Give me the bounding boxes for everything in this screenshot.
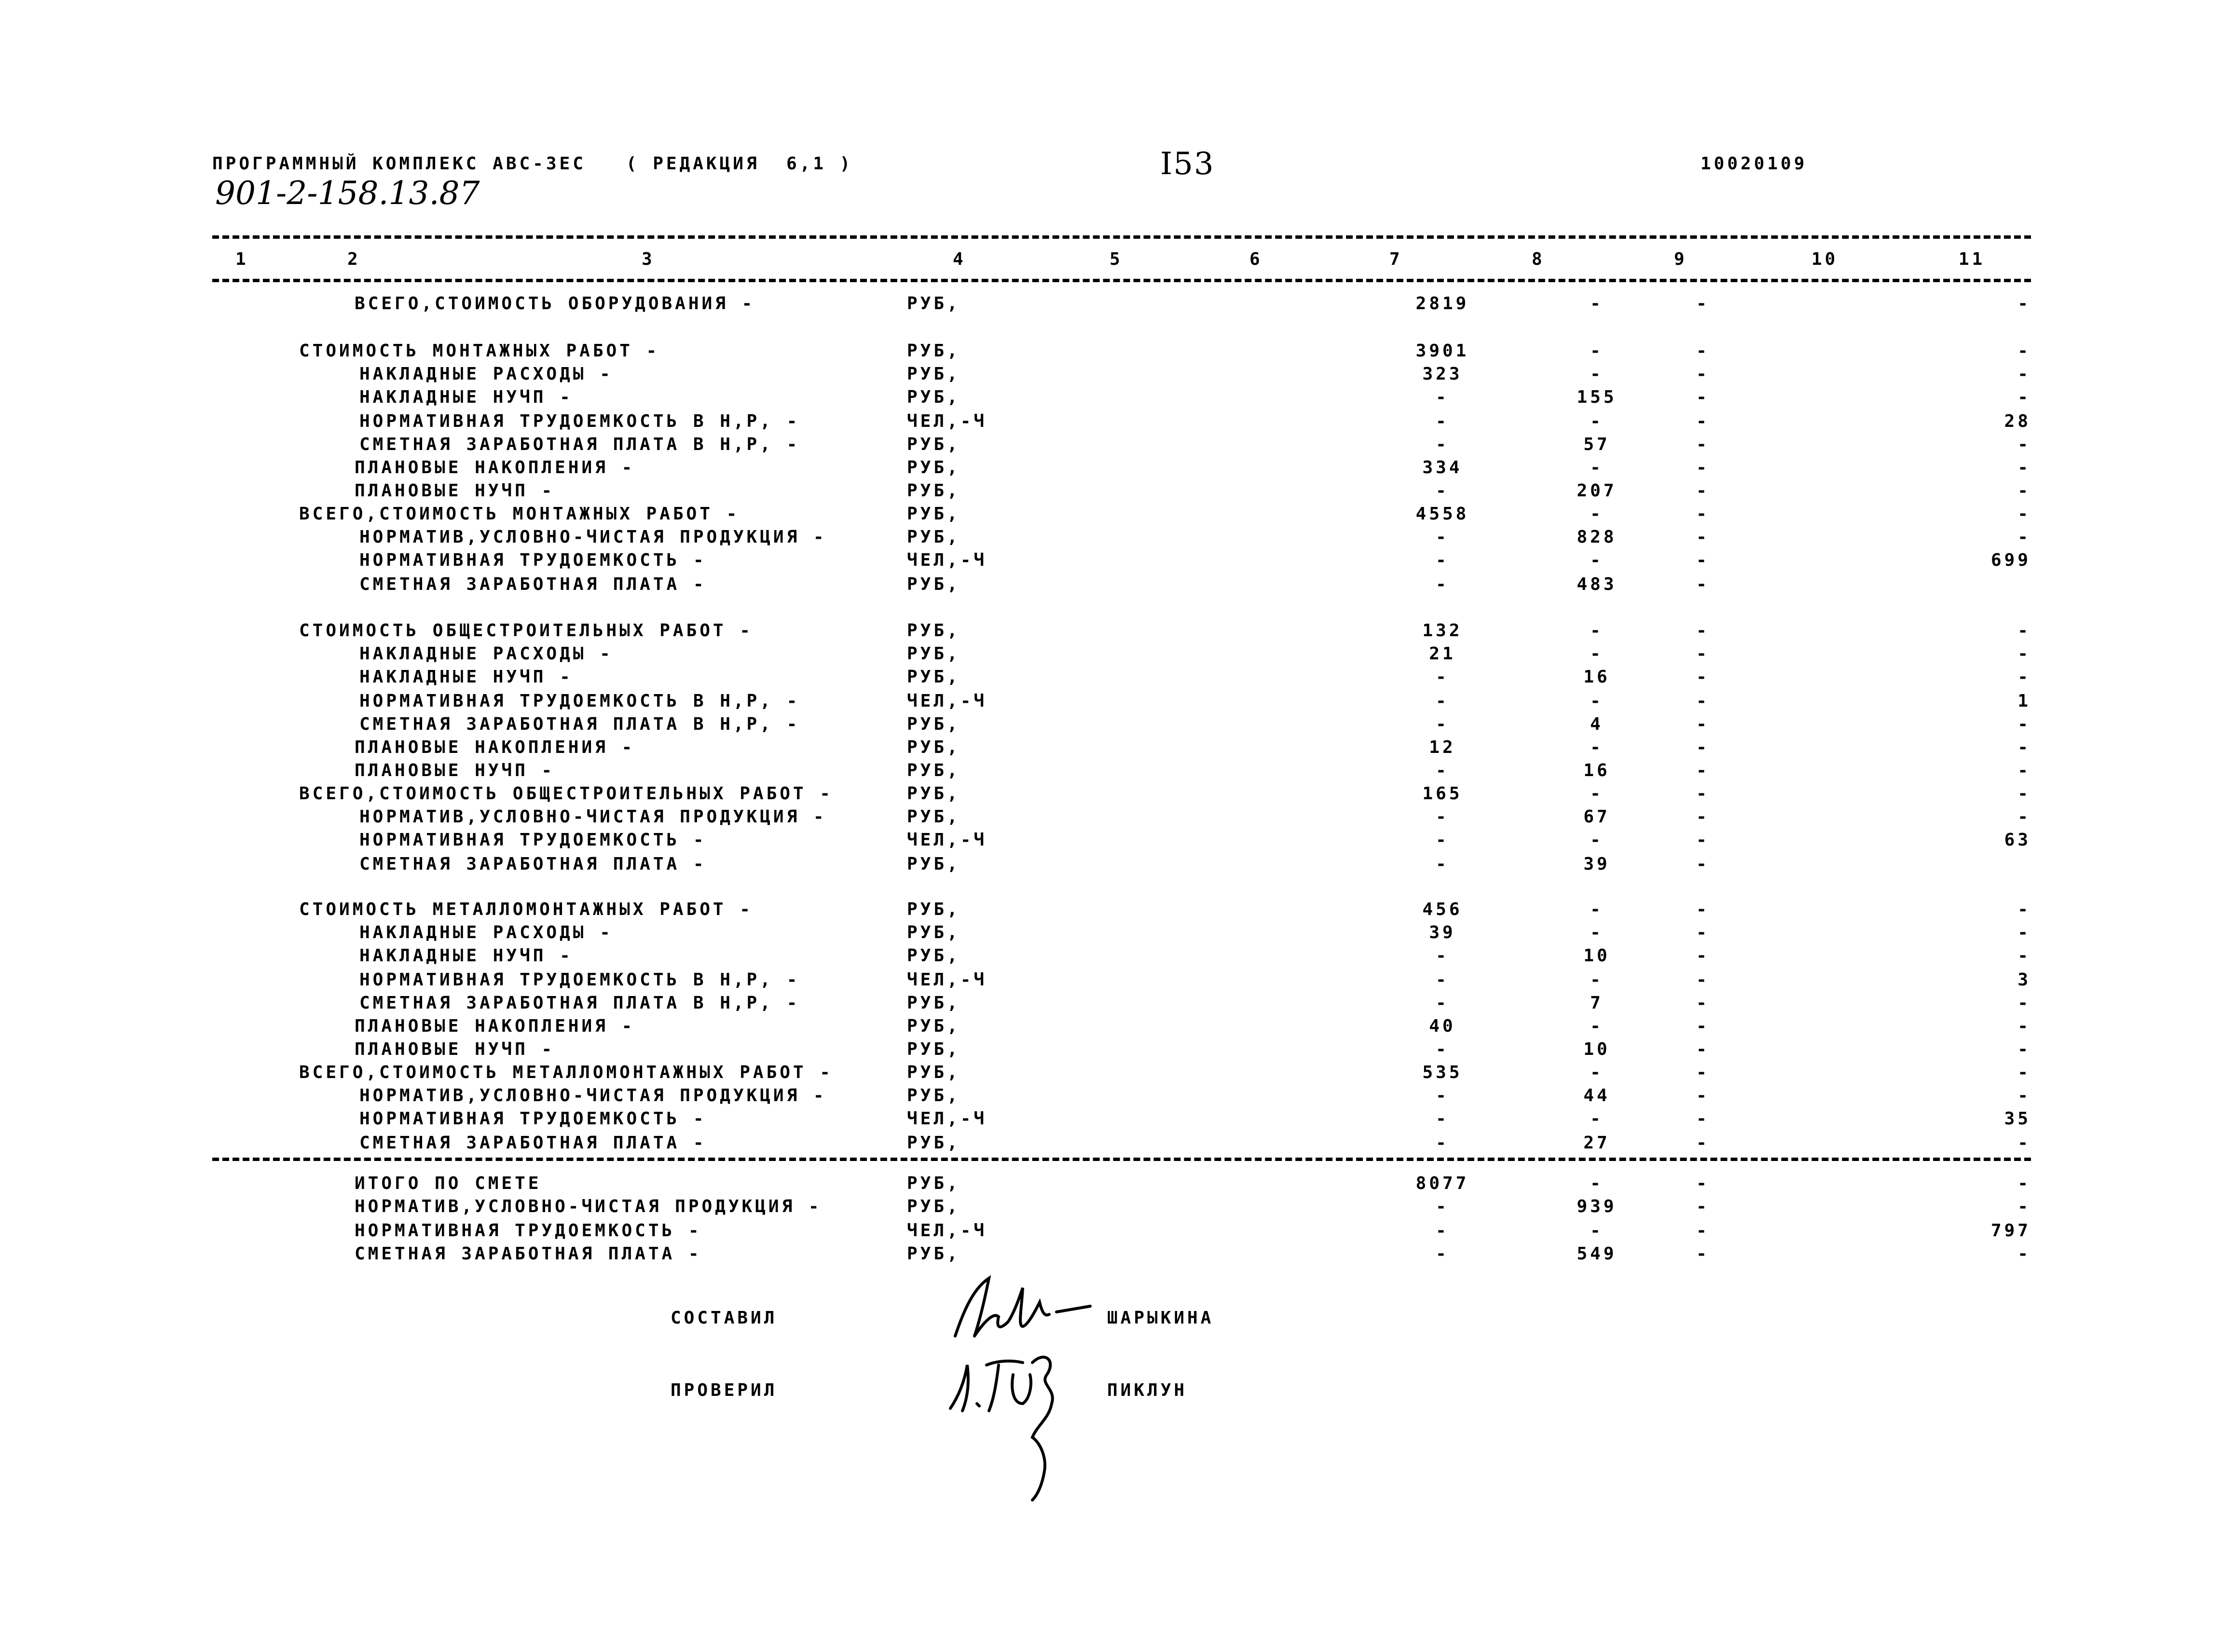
row-col-9: - (1696, 1016, 1710, 1036)
row-col-8: 57 (1583, 435, 1610, 454)
row-col-8: 10 (1583, 946, 1610, 966)
table-row (0, 1222, 2222, 1243)
table-row (0, 924, 2222, 945)
row-col-8: 10 (1583, 1039, 1610, 1059)
row-unit: РУБ, (907, 1244, 960, 1264)
row-name: СТОИМОСТЬ МОНТАЖНЫХ РАБОТ - (299, 341, 660, 361)
table-row (0, 1134, 2222, 1156)
row-col-8: 483 (1577, 574, 1617, 594)
row-unit: РУБ, (907, 1039, 960, 1059)
row-unit: РУБ, (907, 574, 960, 594)
row-col-9: - (1696, 1174, 1710, 1193)
row-unit: РУБ, (907, 1086, 960, 1106)
table-row (0, 413, 2222, 434)
row-unit: РУБ, (907, 807, 960, 827)
row-col-7: 3901 (1415, 341, 1469, 361)
row-unit: РУБ, (907, 854, 960, 874)
row-name: ПЛАНОВЫЕ НАКОПЛЕНИЯ - (355, 737, 635, 757)
row-col-9: - (1696, 458, 1710, 478)
row-col-8: - (1590, 923, 1604, 942)
row-name: ВСЕГО,СТОИМОСТЬ ОБЩЕСТРОИТЕЛЬНЫХ РАБОТ - (299, 784, 833, 804)
row-unit: РУБ, (907, 504, 960, 524)
column-header: 1 (235, 249, 249, 269)
row-col-7: - (1436, 1133, 1449, 1153)
table-row (0, 1041, 2222, 1062)
table-row (0, 785, 2222, 806)
table-row (0, 762, 2222, 783)
row-name: ВСЕГО,СТОИМОСТЬ МОНТАЖНЫХ РАБОТ - (299, 504, 740, 524)
row-col-11: - (2017, 900, 2031, 919)
row-col-9: - (1696, 993, 1710, 1013)
row-col-7: - (1436, 1086, 1449, 1106)
row-unit: РУБ, (907, 1016, 960, 1036)
program-header: ПРОГРАММНЫЙ КОМПЛЕКС АВС-3ЕС ( РЕДАКЦИЯ 6,1 ) (212, 154, 853, 174)
row-col-7: 535 (1422, 1063, 1463, 1082)
table-row (0, 389, 2222, 410)
row-col-9: - (1696, 574, 1710, 594)
row-unit: РУБ, (907, 714, 960, 734)
table-row (0, 901, 2222, 922)
table-row (0, 1064, 2222, 1085)
row-col-11: - (2017, 435, 2031, 454)
row-col-7: - (1436, 1244, 1449, 1264)
row-col-8: - (1590, 644, 1604, 664)
row-col-8: - (1590, 1109, 1604, 1129)
table-row (0, 552, 2222, 573)
row-col-7: 12 (1429, 737, 1456, 757)
row-col-7: - (1436, 807, 1449, 827)
row-col-7: - (1436, 993, 1449, 1013)
row-col-7: 2819 (1415, 294, 1469, 314)
table-row (0, 832, 2222, 853)
row-name: НАКЛАДНЫЕ НУЧП - (359, 667, 573, 687)
row-unit: РУБ, (907, 993, 960, 1013)
row-col-7: - (1436, 550, 1449, 570)
row-col-8: - (1590, 830, 1604, 850)
row-name: НОРМАТИВ,УСЛОВНО-ЧИСТАЯ ПРОДУКЦИЯ - (359, 1086, 827, 1106)
row-unit: РУБ, (907, 387, 960, 407)
row-col-9: - (1696, 527, 1710, 547)
row-unit: РУБ, (907, 667, 960, 687)
row-col-11: - (2017, 1174, 2031, 1193)
row-col-9: - (1696, 644, 1710, 664)
row-col-11: - (2017, 1197, 2031, 1216)
row-col-7: - (1436, 574, 1449, 594)
row-col-8: 7 (1590, 993, 1604, 1013)
table-row (0, 669, 2222, 690)
row-unit: ЧЕЛ,-Ч (907, 550, 988, 570)
table-row (0, 1198, 2222, 1219)
row-unit: РУБ, (907, 923, 960, 942)
table-row (0, 342, 2222, 364)
row-col-8: 16 (1583, 761, 1610, 780)
row-col-9: - (1696, 923, 1710, 942)
row-col-8: - (1590, 294, 1604, 314)
row-col-11: - (2017, 1063, 2031, 1082)
row-col-9: - (1696, 761, 1710, 780)
column-header: 3 (642, 249, 655, 269)
row-col-11: - (2017, 737, 2031, 757)
row-col-11: 699 (1990, 550, 2031, 570)
row-unit: РУБ, (907, 784, 960, 804)
row-col-9: - (1696, 1197, 1710, 1216)
row-col-9: - (1696, 294, 1710, 314)
row-unit: РУБ, (907, 1197, 960, 1216)
table-row (0, 529, 2222, 550)
row-col-11: - (2017, 667, 2031, 687)
row-name: НОРМАТИВНАЯ ТРУДОЕМКОСТЬ В Н,Р, - (359, 411, 800, 431)
row-name: ВСЕГО,СТОИМОСТЬ МЕТАЛЛОМОНТАЖНЫХ РАБОТ - (299, 1063, 833, 1082)
row-col-7: 165 (1422, 784, 1463, 804)
row-col-7: 39 (1429, 923, 1456, 942)
row-col-9: - (1696, 691, 1710, 711)
row-unit: РУБ, (907, 621, 960, 641)
row-col-11: - (2017, 923, 2031, 942)
row-col-9: - (1696, 807, 1710, 827)
table-row (0, 971, 2222, 993)
table-row (0, 1175, 2222, 1196)
row-name: ПЛАНОВЫЕ НУЧП - (355, 761, 555, 780)
row-col-7: - (1436, 854, 1449, 874)
row-unit: ЧЕЛ,-Ч (907, 970, 988, 990)
row-unit: РУБ, (907, 946, 960, 966)
row-unit: РУБ, (907, 527, 960, 547)
table-row (0, 459, 2222, 480)
row-col-9: - (1696, 946, 1710, 966)
row-col-9: - (1696, 1063, 1710, 1082)
row-col-9: - (1696, 830, 1710, 850)
row-name: НОРМАТИВНАЯ ТРУДОЕМКОСТЬ В Н,Р, - (359, 970, 800, 990)
row-name: НОРМАТИВНАЯ ТРУДОЕМКОСТЬ - (359, 550, 707, 570)
row-col-11: - (2017, 714, 2031, 734)
row-unit: РУБ, (907, 364, 960, 384)
row-col-9: - (1696, 341, 1710, 361)
row-col-11: - (2017, 387, 2031, 407)
row-name: НОРМАТИВНАЯ ТРУДОЕМКОСТЬ - (359, 1109, 707, 1129)
row-col-9: - (1696, 550, 1710, 570)
column-header: 4 (953, 249, 966, 269)
row-col-11: - (2017, 1086, 2031, 1106)
row-col-7: 40 (1429, 1016, 1456, 1036)
row-col-11: - (2017, 341, 2031, 361)
row-col-8: 44 (1583, 1086, 1610, 1106)
table-row (0, 436, 2222, 457)
row-unit: ЧЕЛ,-Ч (907, 1109, 988, 1129)
row-name: СМЕТНАЯ ЗАРАБОТНАЯ ПЛАТА В Н,Р, - (359, 993, 800, 1013)
row-col-9: - (1696, 481, 1710, 501)
table-row (0, 1087, 2222, 1108)
table-row (0, 366, 2222, 387)
row-col-11: - (2017, 481, 2031, 501)
row-col-8: 67 (1583, 807, 1610, 827)
row-col-7: - (1436, 714, 1449, 734)
row-col-7: 132 (1422, 621, 1463, 641)
row-unit: ЧЕЛ,-Ч (907, 411, 988, 431)
row-col-11: - (2017, 458, 2031, 478)
row-col-7: 8077 (1415, 1174, 1469, 1193)
row-col-7: - (1436, 667, 1449, 687)
table-row (0, 739, 2222, 760)
row-col-9: - (1696, 854, 1710, 874)
table-row (0, 693, 2222, 714)
table-row (0, 505, 2222, 527)
row-col-7: - (1436, 691, 1449, 711)
row-name: НАКЛАДНЫЕ НУЧП - (359, 387, 573, 407)
row-col-7: - (1436, 527, 1449, 547)
row-col-8: - (1590, 458, 1604, 478)
row-col-7: 334 (1422, 458, 1463, 478)
row-col-8: - (1590, 784, 1604, 804)
row-name: ВСЕГО,СТОИМОСТЬ ОБОРУДОВАНИЯ - (355, 294, 755, 314)
row-name: НОРМАТИВНАЯ ТРУДОЕМКОСТЬ - (355, 1221, 702, 1241)
row-col-8: 155 (1577, 387, 1617, 407)
row-col-9: - (1696, 1086, 1710, 1106)
column-header: 9 (1674, 249, 1687, 269)
table-row (0, 1110, 2222, 1132)
row-col-11: 797 (1990, 1221, 2031, 1241)
row-col-7: - (1436, 1221, 1449, 1241)
total-rule (212, 1158, 2031, 1161)
checked-name: ПИКЛУН (1107, 1380, 1188, 1400)
row-name: НАКЛАДНЫЕ НУЧП - (359, 946, 573, 966)
row-col-7: - (1436, 946, 1449, 966)
project-number: 901-2-158.13.87 (215, 175, 480, 212)
row-col-7: - (1436, 970, 1449, 990)
row-col-11: 1 (2017, 691, 2031, 711)
page-number: I53 (1160, 146, 1215, 182)
row-col-9: - (1696, 364, 1710, 384)
row-name: СТОИМОСТЬ ОБЩЕСТРОИТЕЛЬНЫХ РАБОТ - (299, 621, 753, 641)
row-col-8: - (1590, 621, 1604, 641)
row-col-11: - (2017, 946, 2031, 966)
row-col-9: - (1696, 714, 1710, 734)
signature-checked (941, 1346, 1066, 1505)
row-col-11: - (2017, 644, 2031, 664)
row-name: СМЕТНАЯ ЗАРАБОТНАЯ ПЛАТА В Н,Р, - (359, 714, 800, 734)
table-row (0, 995, 2222, 1016)
row-col-11: - (2017, 1244, 2031, 1264)
row-name: ПЛАНОВЫЕ НУЧП - (355, 481, 555, 501)
row-col-7: - (1436, 435, 1449, 454)
row-col-11: - (2017, 294, 2031, 314)
row-col-7: - (1436, 481, 1449, 501)
row-col-8: - (1590, 1016, 1604, 1036)
row-col-11: - (2017, 807, 2031, 827)
row-unit: ЧЕЛ,-Ч (907, 830, 988, 850)
row-col-9: - (1696, 621, 1710, 641)
row-name: СМЕТНАЯ ЗАРАБОТНАЯ ПЛАТА В Н,Р, - (359, 435, 800, 454)
row-col-8: 16 (1583, 667, 1610, 687)
row-col-7: 21 (1429, 644, 1456, 664)
row-name: НАКЛАДНЫЕ РАСХОДЫ - (359, 644, 613, 664)
compiled-label: СОСТАВИЛ (671, 1308, 778, 1328)
table-row (0, 808, 2222, 830)
row-unit: ЧЕЛ,-Ч (907, 1221, 988, 1241)
row-col-11: - (2017, 364, 2031, 384)
row-col-8: 939 (1577, 1197, 1617, 1216)
row-col-8: - (1590, 411, 1604, 431)
row-col-8: - (1590, 504, 1604, 524)
row-unit: РУБ, (907, 761, 960, 780)
row-col-8: 39 (1583, 854, 1610, 874)
row-name: НОРМАТИВ,УСЛОВНО-ЧИСТАЯ ПРОДУКЦИЯ - (359, 527, 827, 547)
row-col-7: 323 (1422, 364, 1463, 384)
row-col-11: - (2017, 504, 2031, 524)
row-unit: РУБ, (907, 900, 960, 919)
column-header: 11 (1959, 249, 1986, 269)
row-col-11: 28 (2004, 411, 2031, 431)
row-col-8: - (1590, 550, 1604, 570)
column-header: 10 (1811, 249, 1838, 269)
column-header: 5 (1110, 249, 1123, 269)
row-col-11: - (2017, 1039, 2031, 1059)
table-row (0, 716, 2222, 737)
row-name: СМЕТНАЯ ЗАРАБОТНАЯ ПЛАТА - (355, 1244, 702, 1264)
row-col-11: - (2017, 1133, 2031, 1153)
row-col-8: - (1590, 1174, 1604, 1193)
document-code: 10020109 (1701, 154, 1808, 174)
row-col-9: - (1696, 387, 1710, 407)
row-unit: РУБ, (907, 644, 960, 664)
row-col-9: - (1696, 970, 1710, 990)
row-name: НОРМАТИВ,УСЛОВНО-ЧИСТАЯ ПРОДУКЦИЯ - (355, 1197, 822, 1216)
row-col-8: - (1590, 900, 1604, 919)
row-col-9: - (1696, 667, 1710, 687)
row-col-8: - (1590, 1221, 1604, 1241)
row-col-7: - (1436, 830, 1449, 850)
row-name: НОРМАТИВНАЯ ТРУДОЕМКОСТЬ В Н,Р, - (359, 691, 800, 711)
row-name: СМЕТНАЯ ЗАРАБОТНАЯ ПЛАТА - (359, 854, 707, 874)
row-col-7: - (1436, 1039, 1449, 1059)
row-name: НАКЛАДНЫЕ РАСХОДЫ - (359, 923, 613, 942)
table-row (0, 622, 2222, 643)
row-name: НОРМАТИВНАЯ ТРУДОЕМКОСТЬ - (359, 830, 707, 850)
row-unit: РУБ, (907, 481, 960, 501)
row-col-9: - (1696, 1109, 1710, 1129)
table-row (0, 856, 2222, 877)
row-col-11: - (2017, 993, 2031, 1013)
row-col-9: - (1696, 411, 1710, 431)
table-row (0, 1018, 2222, 1039)
row-unit: РУБ, (907, 458, 960, 478)
row-col-8: - (1590, 737, 1604, 757)
row-col-11: 35 (2004, 1109, 2031, 1129)
row-col-7: - (1436, 761, 1449, 780)
row-unit: РУБ, (907, 341, 960, 361)
row-col-8: - (1590, 341, 1604, 361)
row-col-8: 27 (1583, 1133, 1610, 1153)
row-name: ПЛАНОВЫЕ НУЧП - (355, 1039, 555, 1059)
row-name: ПЛАНОВЫЕ НАКОПЛЕНИЯ - (355, 1016, 635, 1036)
column-header: 8 (1532, 249, 1545, 269)
row-name: СМЕТНАЯ ЗАРАБОТНАЯ ПЛАТА - (359, 1133, 707, 1153)
row-unit: РУБ, (907, 294, 960, 314)
row-unit: РУБ, (907, 435, 960, 454)
row-col-9: - (1696, 784, 1710, 804)
row-col-9: - (1696, 504, 1710, 524)
row-col-11: 3 (2017, 970, 2031, 990)
row-col-7: - (1436, 387, 1449, 407)
compiled-name: ШАРЫКИНА (1107, 1308, 1214, 1328)
column-header: 6 (1249, 249, 1263, 269)
row-name: СТОИМОСТЬ МЕТАЛЛОМОНТАЖНЫХ РАБОТ - (299, 900, 753, 919)
row-col-8: 207 (1577, 481, 1617, 501)
row-col-9: - (1696, 737, 1710, 757)
row-col-8: 828 (1577, 527, 1617, 547)
row-unit: РУБ, (907, 1133, 960, 1153)
row-col-7: 456 (1422, 900, 1463, 919)
row-col-7: - (1436, 411, 1449, 431)
row-unit: ЧЕЛ,-Ч (907, 691, 988, 711)
row-name: ИТОГО ПО СМЕТЕ (355, 1174, 542, 1193)
row-col-8: 549 (1577, 1244, 1617, 1264)
table-row (0, 645, 2222, 667)
row-col-7: 4558 (1415, 504, 1469, 524)
row-col-11: - (2017, 784, 2031, 804)
row-col-11: - (2017, 1016, 2031, 1036)
row-col-9: - (1696, 1039, 1710, 1059)
row-col-7: - (1436, 1109, 1449, 1129)
row-unit: РУБ, (907, 1063, 960, 1082)
row-name: ПЛАНОВЫЕ НАКОПЛЕНИЯ - (355, 458, 635, 478)
table-row (0, 295, 2222, 316)
row-name: СМЕТНАЯ ЗАРАБОТНАЯ ПЛАТА - (359, 574, 707, 594)
row-col-9: - (1696, 1133, 1710, 1153)
table-row (0, 482, 2222, 504)
row-col-9: - (1696, 1244, 1710, 1264)
row-col-8: - (1590, 1063, 1604, 1082)
row-unit: РУБ, (907, 737, 960, 757)
signature-compiled (946, 1269, 1100, 1346)
row-col-8: - (1590, 970, 1604, 990)
row-col-9: - (1696, 435, 1710, 454)
column-header: 7 (1389, 249, 1403, 269)
row-col-8: - (1590, 691, 1604, 711)
row-col-11: - (2017, 527, 2031, 547)
row-col-8: 4 (1590, 714, 1604, 734)
row-name: НОРМАТИВ,УСЛОВНО-ЧИСТАЯ ПРОДУКЦИЯ - (359, 807, 827, 827)
row-col-9: - (1696, 1221, 1710, 1241)
row-name: НАКЛАДНЫЕ РАСХОДЫ - (359, 364, 613, 384)
row-col-9: - (1696, 900, 1710, 919)
column-header: 2 (347, 249, 361, 269)
table-row (0, 1245, 2222, 1267)
table-row (0, 947, 2222, 969)
row-col-11: - (2017, 621, 2031, 641)
row-col-11: - (2017, 761, 2031, 780)
table-row (0, 576, 2222, 597)
row-col-8: - (1590, 364, 1604, 384)
checked-label: ПРОВЕРИЛ (671, 1380, 778, 1400)
row-unit: РУБ, (907, 1174, 960, 1193)
row-col-7: - (1436, 1197, 1449, 1216)
row-col-11: 63 (2004, 830, 2031, 850)
